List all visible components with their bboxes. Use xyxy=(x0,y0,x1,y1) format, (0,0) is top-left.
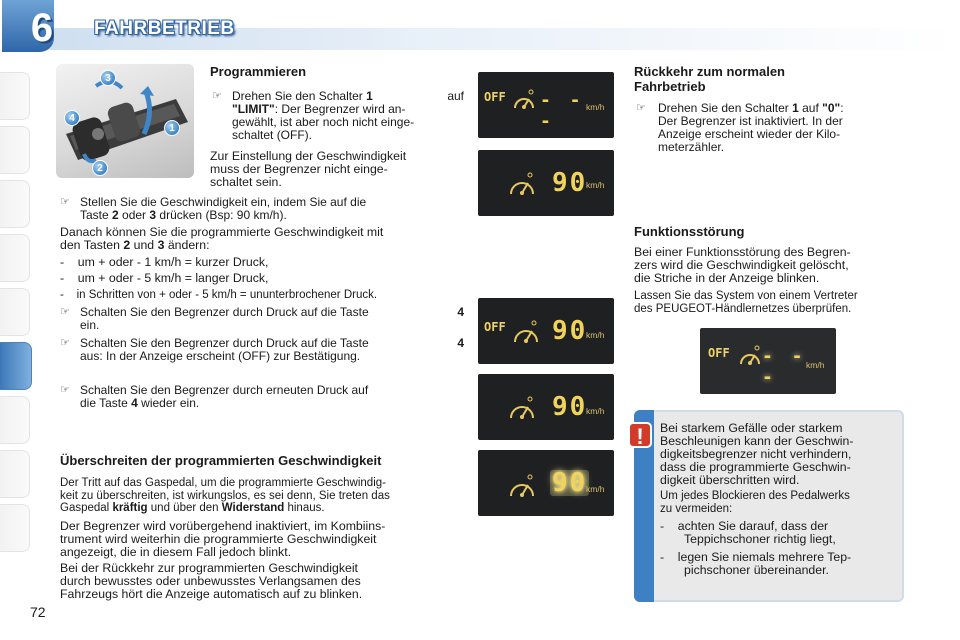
section-title-fault: Funktionsstörung xyxy=(634,224,745,239)
switch-on-bullet: Schalten Sie den Begrenzer durch Druck auf die Taste 4 ein. xyxy=(80,305,464,332)
prog-note: Zur Einstellung der Geschwindigkeit muss der Begrenzer nicht einge- schaltet sein. xyxy=(210,149,407,189)
change-intro: Danach können Sie die programmierte Geschwindigkeit mit den Tasten 2 und 3 ändern: xyxy=(60,225,384,252)
callout-3: 3 xyxy=(100,70,116,86)
exceed-paragraph-2: Der Begrenzer wird vorübergehend inaktiviert, im Kombiins- trument wird weiterhin die programmierte Geschwindigkeit angezeigt, die in diesem Fall jedoch blinkt. xyxy=(60,519,386,559)
bullet-icon: ☞ xyxy=(636,102,646,114)
dash-item: - um + oder - 5 km/h = langer Druck, xyxy=(60,271,269,285)
warning-exclamation-icon: ! xyxy=(628,422,652,448)
side-tab[interactable] xyxy=(0,234,30,282)
display-speed-set xyxy=(478,150,614,216)
off-indicator: OFF xyxy=(484,320,506,334)
speedometer-icon xyxy=(508,170,536,200)
side-tab-active[interactable] xyxy=(0,342,32,390)
off-indicator: OFF xyxy=(484,90,506,104)
bullet-icon: ☞ xyxy=(60,337,70,349)
chapter-title: FAHRBETRIEB xyxy=(94,18,235,39)
warning-paragraph-1: Bei starkem Gefälle oder starkem Beschleunigen kann der Geschwin- digkeitsbegrenzer nicht verhindern, dass die programmierte Geschwin- digkeit überschritten wird. xyxy=(660,421,854,487)
page-number: 72 xyxy=(30,604,46,620)
header-bar xyxy=(0,0,960,52)
display-speed-blinking xyxy=(478,450,614,516)
bullet-icon: ☞ xyxy=(60,384,70,396)
callout-4: 4 xyxy=(64,110,80,126)
switch-off-bullet: Schalten Sie den Begrenzer durch Druck auf die Taste 4 aus: In der Anzeige erscheint (OFF) zur Bestätigung. xyxy=(80,336,464,363)
warning-item: - legen Sie niemals mehrere Tep- pichschoner übereinander. xyxy=(660,550,852,577)
speed-unit: km/h xyxy=(586,180,605,190)
bullet-icon: ☞ xyxy=(212,90,222,102)
display-limiter-on xyxy=(478,374,614,440)
return-bullet: Drehen Sie den Schalter 1 auf "0": Der Begrenzer ist inaktiviert. In der Anzeige erscheint wieder der Kilo- meterzähler. xyxy=(658,101,844,154)
speed-unit: km/h xyxy=(586,102,605,112)
off-indicator: OFF xyxy=(708,346,730,360)
section-title-programmieren: Programmieren xyxy=(210,64,307,79)
speed-value: 90 xyxy=(552,392,588,422)
side-tab[interactable] xyxy=(0,180,30,228)
speed-value: - - - xyxy=(540,90,585,132)
side-tab[interactable] xyxy=(0,72,30,120)
switch-on-again-bullet: Schalten Sie den Begrenzer durch erneuten Druck auf die Taste 4 wieder ein. xyxy=(80,383,369,410)
prog-bullet: Drehen Sie den Schalter 1 auf "LIMIT": Der Begrenzer wird an- gewählt, ist aber noch nicht einge- schaltet (OFF). xyxy=(232,89,464,142)
speed-unit: km/h xyxy=(586,406,605,416)
side-tab[interactable] xyxy=(0,450,30,498)
chapter-number: 6 xyxy=(30,6,54,50)
callout-2: 2 xyxy=(92,160,108,176)
display-limiter-off xyxy=(478,298,614,364)
dash-item: - in Schritten von + oder - 5 km/h = ununterbrochener Druck. xyxy=(60,289,378,301)
section-title-exceed: Überschreiten der programmierten Geschwindigkeit xyxy=(60,453,382,468)
warning-paragraph-2: Um jedes Blockieren des Pedalwerks zu vermeiden: xyxy=(660,490,850,515)
fault-paragraph-1: Bei einer Funktionsstörung des Begren- zers wird die Geschwindigkeit gelöscht, die Striche in der Anzeige blinken. xyxy=(634,245,851,285)
speedometer-icon xyxy=(512,88,536,114)
warning-item: - achten Sie darauf, dass der Teppichschoner richtig liegt, xyxy=(660,519,836,546)
speed-unit: km/h xyxy=(586,330,605,340)
callout-1: 1 xyxy=(164,120,180,136)
exceed-paragraph-1: Der Tritt auf das Gaspedal, um die programmierte Geschwindig- keit zu überschreiten, ist wirkungslos, es sei denn, Sie treten das Gaspedal kräftig und über den Widerstand hinaus. xyxy=(60,477,390,514)
side-tab[interactable] xyxy=(0,126,30,174)
section-title-return: Rückkehr zum normalen Fahrbetrieb xyxy=(634,64,785,94)
dash-item: - um + oder - 1 km/h = kurzer Druck, xyxy=(60,255,269,269)
speedometer-icon xyxy=(512,318,540,348)
speed-value: 90 xyxy=(552,316,588,346)
speedometer-icon xyxy=(508,472,536,502)
display-fault-dashes xyxy=(700,328,836,394)
bullet-icon: ☞ xyxy=(60,306,70,318)
display-limit-armed xyxy=(478,72,614,138)
speedometer-icon xyxy=(508,394,536,424)
speed-value: 90 xyxy=(552,168,588,198)
speedometer-icon xyxy=(738,344,762,370)
side-tab[interactable] xyxy=(0,396,30,444)
exceed-paragraph-3: Bei der Rückkehr zur programmierten Geschwindigkeit durch bewusstes oder unbewusstes Verlangsamen des Fahrzeugs hört die Anzeige automatisch auf zu blinken. xyxy=(60,561,363,601)
speed-value: - - - xyxy=(762,346,807,388)
speed-unit: km/h xyxy=(586,484,605,494)
set-speed-bullet: Stellen Sie die Geschwindigkeit ein, indem Sie auf die Taste 2 oder 3 drücken (Bsp: 90 km/h). xyxy=(80,195,367,222)
side-tab[interactable] xyxy=(0,288,30,336)
side-tab[interactable] xyxy=(0,504,30,552)
bullet-icon: ☞ xyxy=(60,196,70,208)
fault-paragraph-2: Lassen Sie das System von einem Vertreter des PEUGEOT-Händlernetzes überprüfen. xyxy=(634,290,858,315)
speed-value: 90 xyxy=(552,468,588,498)
speed-unit: km/h xyxy=(806,360,825,370)
